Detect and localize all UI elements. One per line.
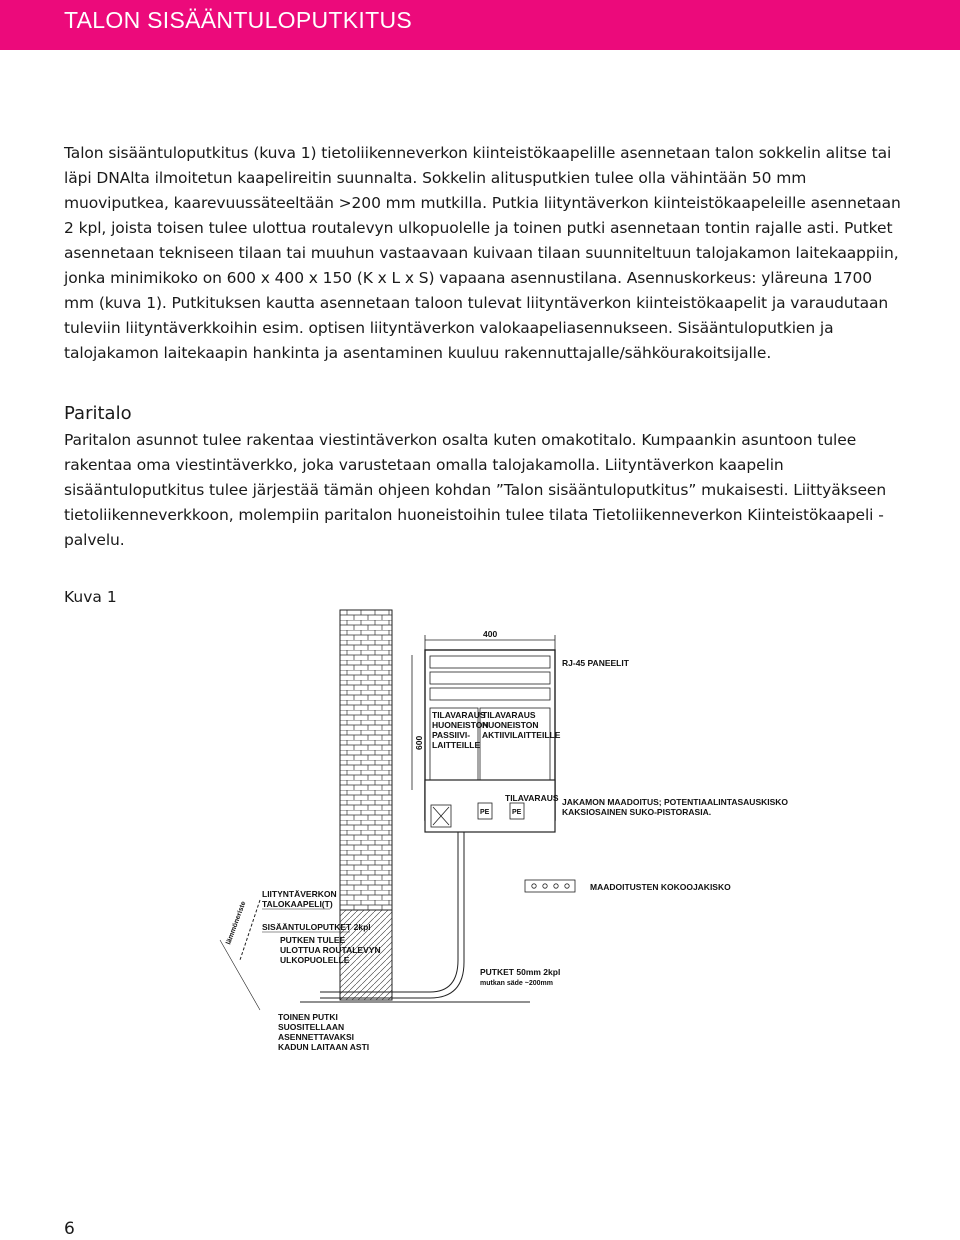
second-pipe-label-3: ASENNETTAVAKSI — [278, 1032, 355, 1042]
figure-caption: Kuva 1 — [64, 588, 117, 606]
active-label-2: HUONEISTON — [482, 720, 539, 730]
outlet-label: PE — [512, 809, 522, 816]
ground-collector-rail — [525, 880, 575, 892]
rj45-panel-3 — [430, 688, 550, 700]
rj45-label: RJ-45 PANEELIT — [562, 658, 629, 668]
active-label-3: AKTIIVILAITTEILLE — [482, 730, 561, 740]
ground-rail-label: MAADOITUSTEN KOKOOJAKISKO — [590, 882, 731, 892]
pipe-spec-label-2: mutkan säde ~200mm — [480, 980, 553, 987]
passive-label-2: HUONEISTON — [432, 720, 489, 730]
rj45-panel-2 — [430, 672, 550, 684]
cable-label-2: TALOKAAPELI(T) — [262, 899, 333, 909]
dimension-width: 400 — [483, 629, 498, 639]
intro-paragraph: Talon sisääntuloputkitus (kuva 1) tietoliikenneverkon kiinteistökaapelille asennetaan talon sokkelin alitse tai läpi DNAlta ilmoitetun kaapelireitin suunnalta. Sokkelin alitusputkien tulee olla vähintään 50 mm muoviputkea, kaarevuussäteeltään >200 mm mutkilla. Putkia liityntäverkon kiinteistökaapeleille asennetaan 2 kpl, joista toisen tulee ulottua routalevyn ulkopuolelle ja toinen putki asennetaan tontin rajalle asti. Putket asennetaan tekniseen tilaan tai muuhun vastaavaan kuivaan tilaan suunniteltuun talojakamon laitekaappiin, jonka minimikoko on 600 x 400 x 150 (K x L x S) vapaana asennustilana. Asennuskorkeus: yläreuna 1700 mm (kuva 1). Putkituksen kautta asennetaan taloon tulevat liityntäverkon kiinteistökaapelit ja varaudutaan tuleviin liityntäverkkoihin esim. optisen liityntäverkon valokaapeliasennukseen. Sisääntuloputkien ja talojakamon laitekaapin hankinta ja asentaminen kuuluu rakennuttajalle/sähköurakoitsijalle. — [64, 144, 901, 362]
passive-label-1: TILAVARAUS — [432, 710, 486, 720]
grounding-label-2: KAKSIOSAINEN SUKO-PISTORASIA. — [562, 807, 712, 817]
section-heading-paritalo: Paritalo — [64, 403, 132, 424]
page-number: 6 — [64, 1219, 75, 1239]
ground-level-label: lämmöneriste — [225, 900, 248, 946]
frost-label-3: ULKOPUOLELLE — [280, 955, 350, 965]
active-label-1: TILAVARAUS — [482, 710, 536, 720]
reserve-label: TILAVARAUS — [505, 793, 559, 803]
grounding-label-1: JAKAMON MAADOITUS; POTENTIAALINTASAUSKISKO — [562, 797, 789, 807]
pipes-label: SISÄÄNTULOPUTKET 2kpl — [262, 922, 371, 932]
page-header — [0, 0, 960, 50]
frost-label-1: PUTKEN TULEE — [280, 935, 346, 945]
paritalo-paragraph: Paritalon asunnot tulee rakentaa viestintäverkon osalta kuten omakotitalo. Kumpaankin asuntoon tulee rakentaa oma viestintäverkko, joka varustetaan omalla talojakamolla. Liityntäverkon kaapelin sisääntuloputkitus tulee järjestää tämän ohjeen kohdan ”Talon sisääntuloputkitus” mukaisesti. Liittyäkseen tietoliikenneverkkoon, molempiin paritalon huoneistoihin tulee tilata Tietoliikenneverkon Kiinteistökaapeli -palvelu. — [64, 431, 887, 549]
brick-wall — [340, 610, 392, 910]
pipe-spec-label-1: PUTKET 50mm 2kpl — [480, 967, 561, 977]
cable-label-1: LIITYNTÄVERKON — [262, 889, 337, 899]
second-pipe-label-2: SUOSITELLAAN — [278, 1022, 345, 1032]
rj45-panel-1 — [430, 656, 550, 668]
dimension-height: 600 — [414, 735, 424, 750]
frost-label-2: ULOTTUA ROUTALEVYN — [280, 945, 381, 955]
page-title: TALON SISÄÄNTULOPUTKITUS — [64, 7, 412, 33]
passive-label-3: PASSIIVI- — [432, 730, 471, 740]
second-pipe-label-4: KADUN LAITAAN ASTI — [278, 1042, 370, 1052]
installation-diagram — [200, 600, 800, 1070]
pe-label: PE — [480, 809, 490, 816]
second-pipe-label-1: TOINEN PUTKI — [278, 1012, 338, 1022]
passive-label-4: LAITTEILLE — [432, 740, 481, 750]
